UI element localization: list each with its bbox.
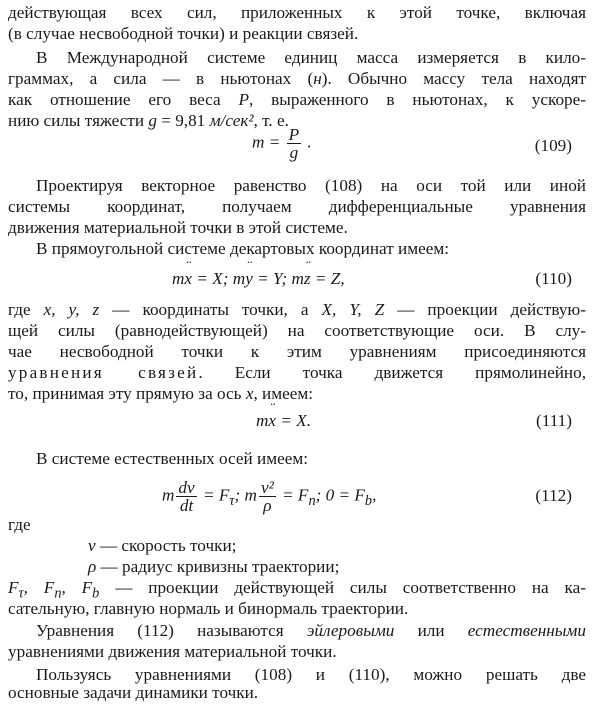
paragraph-line: движения материальной точки в этой системе. (8, 218, 348, 237)
paragraph-line: уравнениями движения материальной точки. (8, 642, 337, 661)
paragraph-line: действующая всех сил, приложенных к этой точке, включая (8, 3, 586, 22)
equation-number: (110) (535, 269, 572, 288)
equation-number: (109) (534, 136, 572, 155)
paragraph-line: где x, y, z — координаты точки, а X, Y, Z — проекции действую- (8, 300, 587, 319)
fraction: $\frac{\text{v²}}{\rho}$ (260, 478, 274, 515)
fraction: $\frac{P}{g}$ (288, 125, 300, 162)
paragraph-line: как отношение его веса P, выраженного в ньютонах, к ускоре- (8, 90, 586, 109)
definition-line: v — скорость точки; (88, 536, 237, 555)
paragraph-line: основные задачи динамики точки. (8, 683, 259, 702)
paragraph-line: чае несвободной точки к этим уравнениям присоединяются (8, 342, 586, 361)
paragraph-line: системы координат, получаем дифференциальные уравнения (8, 197, 586, 216)
paragraph-line: где (8, 515, 31, 534)
equation-111: mx ¨ = X. (256, 410, 311, 432)
paragraph-line: В прямоугольной системе декартовых координат имеем: (36, 239, 449, 258)
paragraph-line: сательную, главную нормаль и бинормаль траектории. (8, 599, 409, 618)
equation-110: mx ¨ = X; my ¨ = Y; mz ¨ = Z, (172, 268, 345, 290)
equation-112: m $\frac{dv}{dt}$ = $F_\tau$; m $\frac{\text{v²}}{\rho}$ = $F_n$; $0 = F_b$, (162, 478, 377, 515)
equation-number: (111) (536, 411, 572, 430)
paragraph-line: то, принимая эту прямую за ось x, имеем: (8, 384, 314, 403)
definition-line: ρ — радиус кривизны траектории; (88, 557, 340, 576)
paragraph-line: Уравнения (112) называются эйлеровыми или естественными (36, 621, 586, 640)
paragraph-line: Пользуясь уравнениями (108) и (110), можно решать две (36, 665, 586, 684)
equation-109: m = $\frac{P}{g}$ . (252, 125, 312, 162)
paragraph-line: граммах, а сила — в ньютонах (н). Обычно массу тела находят (8, 69, 587, 88)
paragraph-line: В системе естественных осей имеем: (36, 449, 308, 468)
equation-number: (112) (535, 486, 572, 505)
paragraph-line: уравнения связей. Если точка движется прямолинейно, (8, 363, 586, 382)
paragraph-line: В Международной системе единиц масса измеряется в кило- (36, 48, 586, 67)
definition-line: $F_\tau$, $F_n$, $F_b$ — проекции действующей силы соответственно на ка- (8, 578, 586, 602)
fraction: $\frac{dv}{dt}$ (178, 478, 195, 515)
paragraph-line: щей силы (равнодействующей) на соответствующие оси. В слу- (8, 321, 586, 340)
paragraph-line: (в случае несвободной точки) и реакции связей. (8, 24, 359, 43)
paragraph-line: Проектируя векторное равенство (108) на оси той или иной (36, 176, 586, 195)
paragraph-line: нию силы тяжести g = 9,81 м/сек², т. е. (8, 111, 289, 130)
